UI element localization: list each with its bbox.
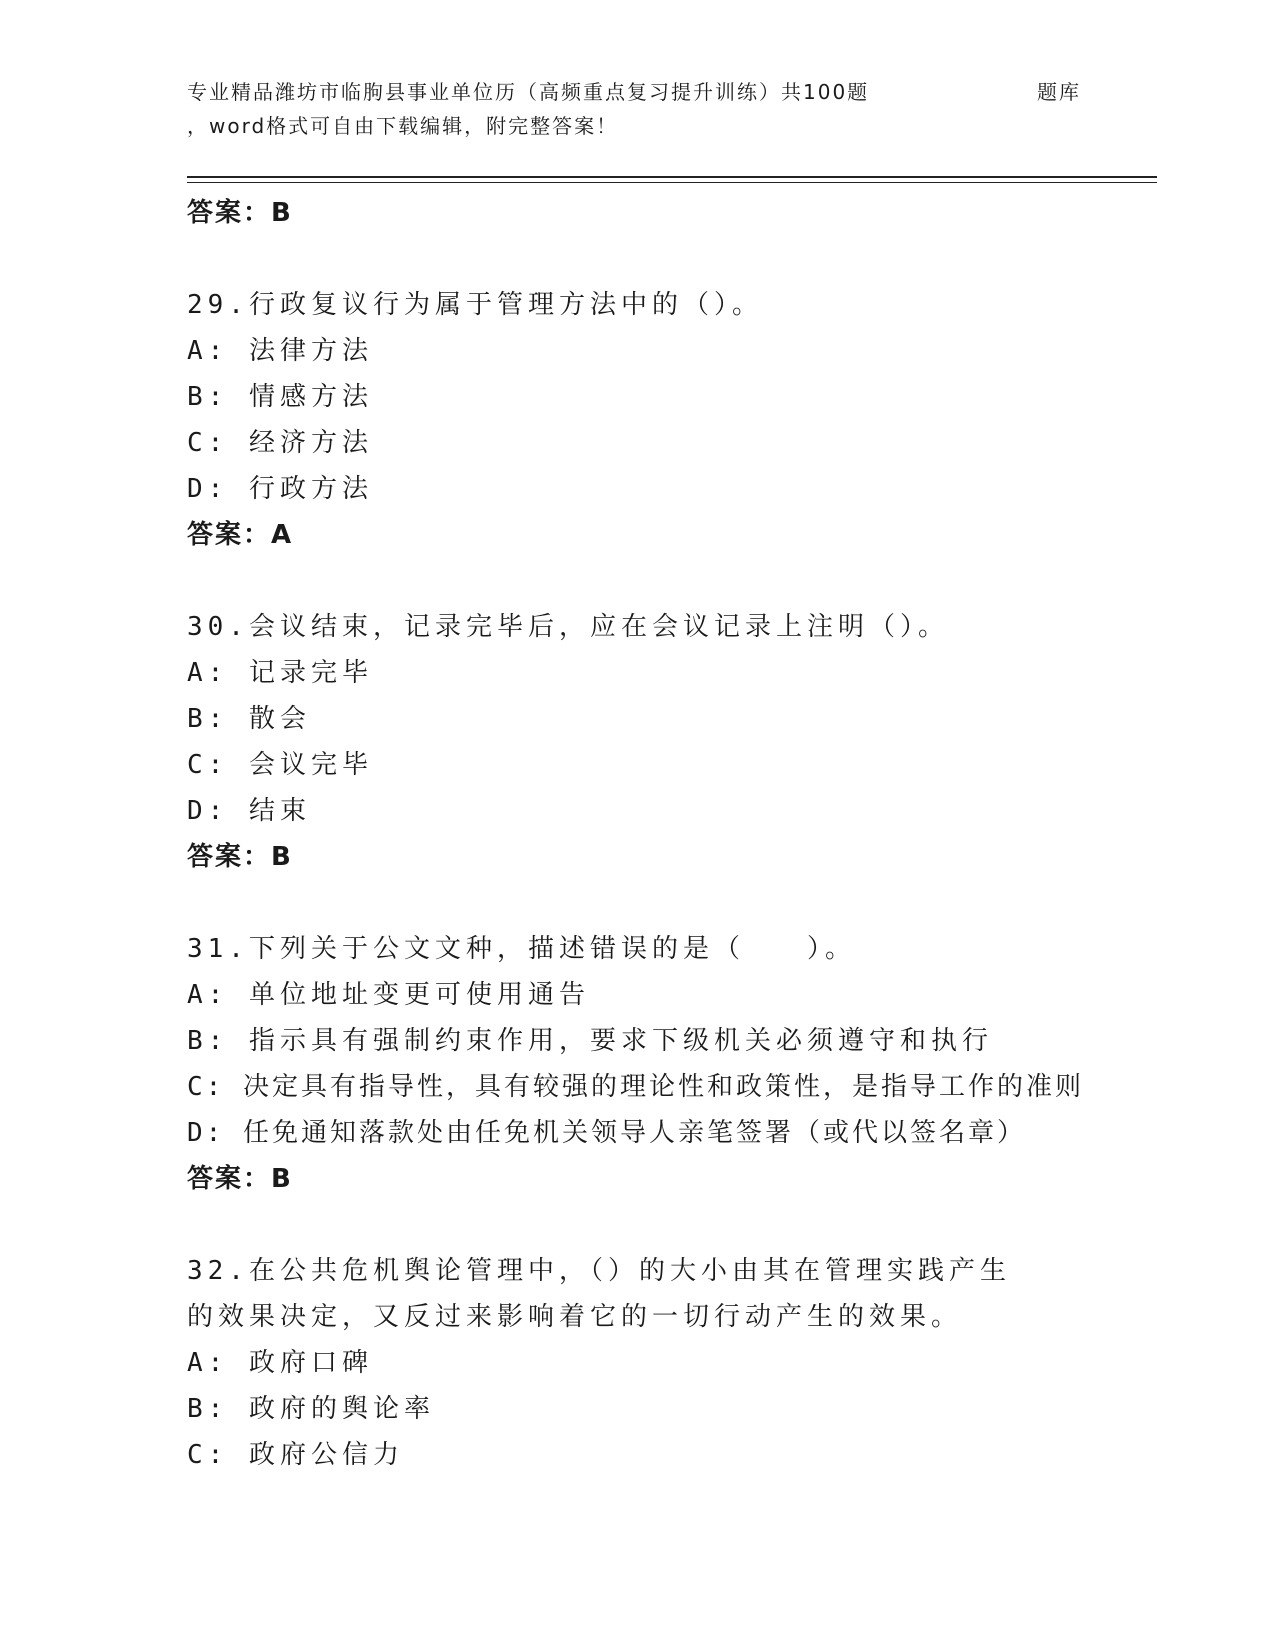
question-list <box>187 190 1127 1478</box>
answer-value: A <box>271 520 294 550</box>
option-b: B: 散会 <box>187 704 311 734</box>
option-d: D: 任免通知落款处由任免机关领导人亲笔签署（或代以签名章） <box>187 1118 1026 1148</box>
question-stem: 30.会议结束，记录完毕后，应在会议记录上注明（）。 <box>187 612 949 642</box>
option-a: A: 政府口碑 <box>187 1348 373 1378</box>
answer <box>187 512 1127 558</box>
option-d: D: 行政方法 <box>187 474 373 504</box>
option-a: A: 法律方法 <box>187 336 373 366</box>
header-rule-thin <box>187 182 1157 183</box>
answer-label: 答案： <box>187 198 272 228</box>
header-subtitle: ，word格式可自由下载编辑，附完整答案！ <box>187 114 619 138</box>
answer-label: 答案： <box>187 520 272 550</box>
question-stem: 31.下列关于公文文种，描述错误的是（ ）。 <box>187 934 856 964</box>
option-a: A: 单位地址变更可使用通告 <box>187 980 590 1010</box>
answer-value: B <box>271 842 293 872</box>
answer-label: 答案： <box>187 1164 272 1194</box>
header-rule-thick <box>187 176 1157 178</box>
answer-value: B <box>271 198 293 228</box>
option-c: C: 决定具有指导性，具有较强的理论性和政策性，是指导工作的准则 <box>187 1072 1084 1102</box>
option-b: B: 指示具有强制约束作用，要求下级机关必须遵守和执行 <box>187 1026 993 1056</box>
answer <box>187 834 1127 880</box>
answer-label: 答案： <box>187 842 272 872</box>
option-c: C: 政府公信力 <box>187 1440 404 1470</box>
question-stem: 32.在公共危机舆论管理中，（）的大小由其在管理实践产生的效果决定，又反过来影响着它的一切行动产生的效果。 <box>187 1256 1011 1332</box>
answer <box>187 1156 1127 1202</box>
question-stem: 29.行政复议行为属于管理方法中的（）。 <box>187 290 763 320</box>
answer-value: B <box>271 1164 293 1194</box>
question-29 <box>187 282 1127 558</box>
header-title: 专业精品潍坊市临朐县事业单位历（高频重点复习提升训练）共100题 <box>187 80 870 104</box>
option-c: C: 经济方法 <box>187 428 373 458</box>
option-a: A: 记录完毕 <box>187 658 373 688</box>
option-d: D: 结束 <box>187 796 311 826</box>
question-32 <box>187 1248 1127 1478</box>
question-30 <box>187 604 1127 880</box>
option-c: C: 会议完毕 <box>187 750 373 780</box>
question-31 <box>187 926 1127 1202</box>
option-b: B: 情感方法 <box>187 382 373 412</box>
prev-answer <box>187 190 1127 236</box>
header-tag: 题库 <box>1037 80 1081 104</box>
option-b: B: 政府的舆论率 <box>187 1394 435 1424</box>
